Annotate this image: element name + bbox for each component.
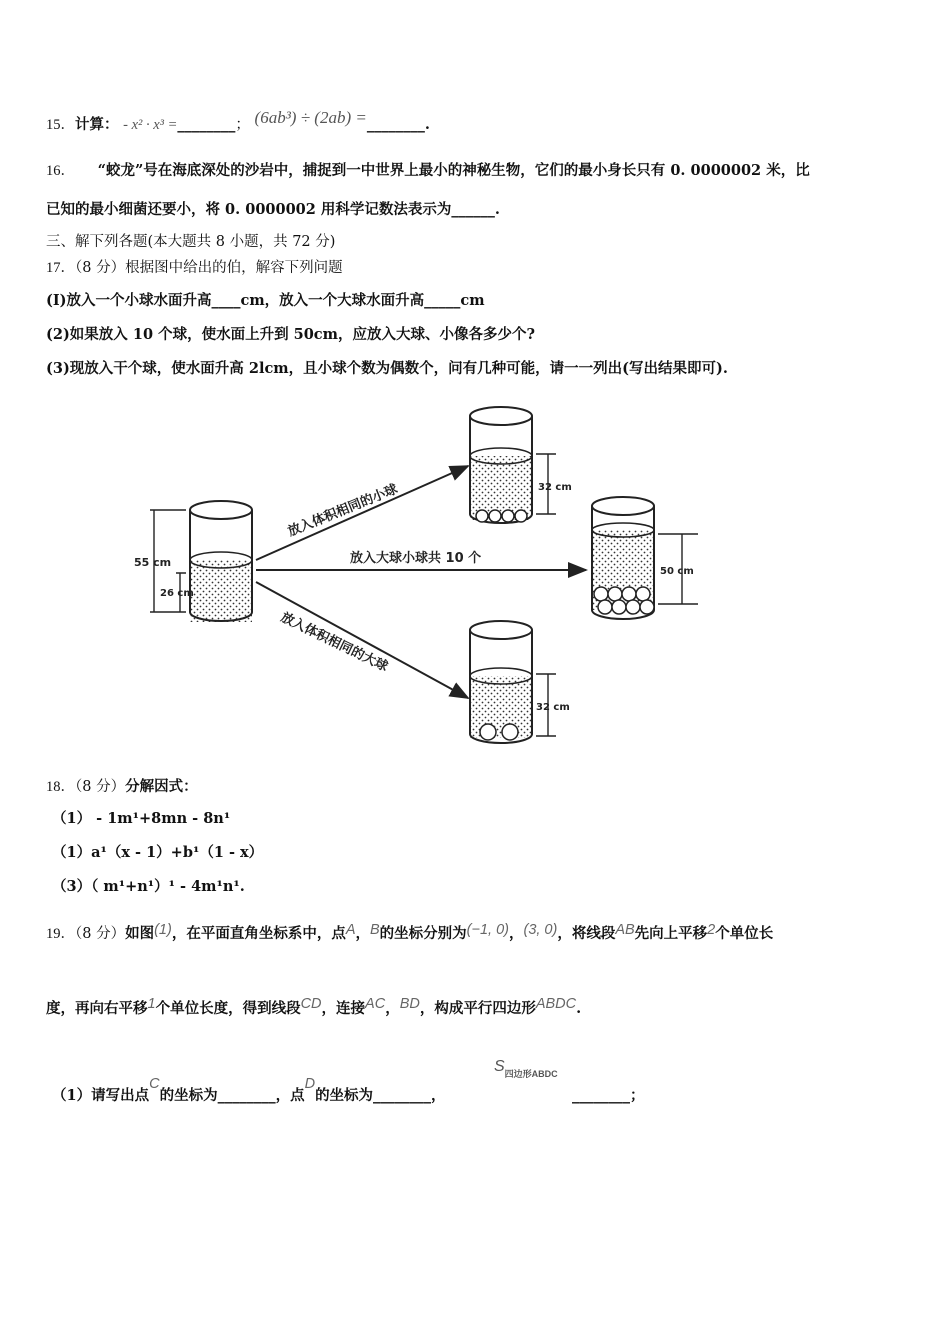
q19-coord-2: (3, 0)	[523, 922, 558, 938]
q17-part-2: (2)如果放入 10 个球，使水面上升到 50cm，应放入大球、小像各多少个?	[46, 326, 535, 343]
q19-coord-1: (−1, 0)	[466, 922, 509, 938]
arrow-to-bottom	[256, 582, 468, 698]
q19-point-d: D	[304, 1076, 316, 1092]
q19-parallelogram: ABDC	[535, 996, 577, 1012]
q19-text-2a: 度，再向右平移	[46, 1000, 148, 1017]
bottom-cylinder	[470, 621, 570, 743]
q17-stem: 根据图中给出的伯，解容下列问题	[125, 260, 343, 276]
q17-part-1: (I)放入一个小球水面升高____cm，放入一个大球水面升高_____cm	[46, 292, 485, 309]
q19-text-2e: .	[576, 1000, 582, 1017]
q18-score: （8 分）	[75, 779, 126, 795]
q19-segment-ab: AB	[615, 922, 635, 938]
q19-text-1f: 个单位长	[715, 925, 774, 942]
q19-comma-1: ，	[355, 925, 370, 942]
q19-shift-right: 1	[147, 996, 156, 1012]
label-32cm-top: 32 cm	[538, 482, 572, 493]
q19-figure-ref: (1)	[154, 922, 172, 938]
q18-stem: 分解因式：	[125, 778, 198, 795]
q17-score: （8 分）	[75, 260, 126, 276]
q15-number: 15．	[46, 117, 75, 133]
q16-text-line-1: “蛟龙”号在海底深处的沙岩中，捕捉到一中世界上最小的神秘生物，它们的最小身长只有 0. 0000002 米，比	[97, 162, 810, 179]
q19-sub1-text-b: 的坐标为________，点	[159, 1087, 305, 1104]
label-32cm-bottom: 32 cm	[536, 702, 570, 713]
q18-item-3: （3）（ m¹+n¹）¹ - 4m¹n¹.	[52, 878, 245, 895]
label-26cm: 26 cm	[160, 588, 194, 599]
q19-segment-cd: CD	[300, 996, 322, 1012]
arrow-label-top: 放入体积相同的小球	[285, 481, 400, 540]
q19-number: 19．	[46, 926, 75, 942]
q19-text-1c: 的坐标分别为	[379, 925, 467, 942]
q19-sub1-text-a: （1）请写出点	[52, 1087, 150, 1104]
question-15	[46, 108, 430, 135]
q19-score: （8 分）	[75, 926, 126, 942]
q17-part-3: (3)现放入干个球，使水面升高 2lcm，且小球个数为偶数个，问有几种可能，请一一列出(写出结果即可).	[46, 360, 728, 377]
top-cylinder	[470, 407, 572, 523]
q19-text-1b: ，在平面直角坐标系中，点	[171, 925, 346, 942]
q18-item-1: （1） - 1m¹+8mn - 8n¹	[52, 810, 231, 827]
q19-text-2c: ，连接	[321, 1000, 366, 1017]
q19-area-subscript: 四边形ABDC	[504, 1069, 558, 1079]
arrow-label-bottom: 放入体积相同的大球	[278, 610, 390, 675]
q19-text-2d: ，构成平行四边形	[419, 1000, 536, 1017]
q15-blank-1: ________	[177, 116, 236, 133]
question-19-line-2	[46, 996, 582, 1019]
q19-segment-ac: AC	[365, 996, 386, 1012]
q15-label: 计算：	[75, 116, 119, 133]
question-16-line-1	[46, 161, 810, 181]
label-50cm: 50 cm	[660, 566, 694, 577]
q19-shift-up: 2	[707, 922, 716, 938]
question-19-line-1	[46, 924, 773, 944]
q19-area-label	[494, 1058, 558, 1079]
q15-expression-2: (6ab³) ÷ (2ab) =	[254, 108, 367, 127]
question-16-line-2: 已知的最小细菌还要小，将 0. 0000002 用科学记数法表示为______.	[46, 201, 500, 218]
arrow-to-top	[256, 466, 468, 560]
q19-comma-2: ，	[508, 925, 524, 942]
q19-point-c: C	[149, 1076, 160, 1092]
q19-area-s: S	[494, 1058, 505, 1075]
q16-number: 16．	[46, 163, 75, 179]
q18-item-2: （1）a¹（x - 1）+b¹（1 - x）	[52, 844, 264, 861]
label-55cm: 55 cm	[134, 556, 172, 569]
section-3-title: 三、解下列各题(本大题共 8 小题，共 72 分)	[46, 234, 336, 250]
q17-figure	[130, 398, 710, 758]
question-18	[46, 777, 198, 797]
q19-point-b: B	[370, 922, 380, 938]
q19-text-1a: 如图	[125, 925, 155, 942]
q19-sub1-text-c: 的坐标为________，	[315, 1087, 446, 1104]
q15-end: .	[424, 116, 430, 133]
q15-separator: ；	[235, 117, 250, 133]
q19-text-1e: 先向上平移	[634, 925, 708, 942]
arrow-label-mid: 放入大球小球共 10 个	[350, 551, 482, 566]
q15-blank-2: ________	[366, 116, 425, 133]
right-cylinder	[592, 497, 698, 619]
q19-comma-3: ，	[385, 1000, 400, 1017]
q19-point-a: A	[345, 922, 356, 938]
q17-number: 17．	[46, 260, 75, 276]
q15-expression-1: - x² · x³ =	[123, 117, 178, 133]
q19-segment-bd: BD	[399, 996, 420, 1012]
q18-number: 18．	[46, 779, 75, 795]
question-17	[46, 258, 343, 278]
q19-text-2b: 个单位长度，得到线段	[155, 1000, 301, 1017]
q19-area-blank: ________；	[572, 1087, 645, 1104]
left-cylinder	[134, 501, 252, 622]
q19-sub-1	[52, 1076, 446, 1106]
q19-text-1d: ，将线段	[557, 925, 616, 942]
